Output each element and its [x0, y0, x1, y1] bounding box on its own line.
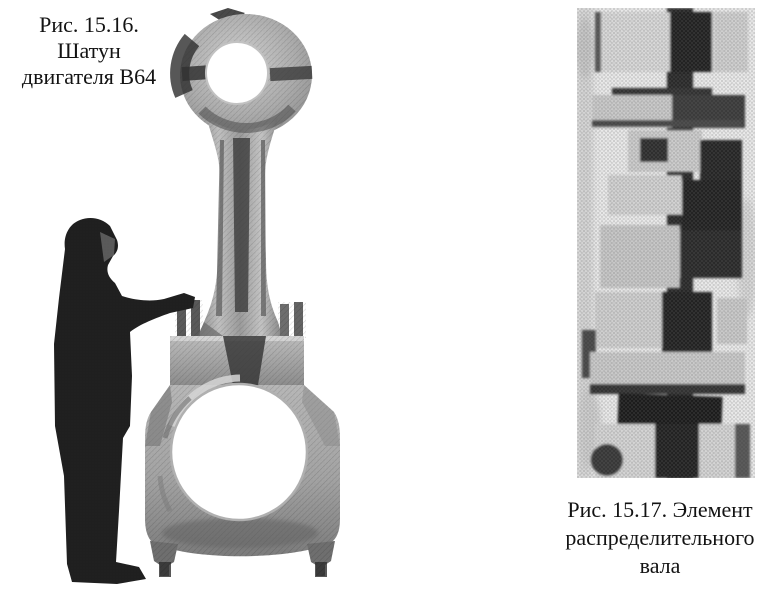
camshaft-photo [577, 8, 755, 478]
caption-line: вала [639, 553, 681, 578]
connecting-rod-illustration [20, 6, 376, 598]
caption-line: Шатун [57, 38, 121, 63]
caption-line: двигателя В64 [21, 64, 157, 89]
small-end-bore [206, 42, 268, 104]
caption-line: Рис. 15.16. [39, 12, 139, 37]
connecting-rod-photo [20, 6, 376, 598]
caption-line: Рис. 15.17. Элемент [567, 497, 753, 522]
figure-caption-15-17 [548, 496, 770, 580]
big-end-bore [171, 384, 307, 520]
caption-line: распределительного [565, 525, 755, 550]
camshaft-illustration [577, 8, 755, 478]
